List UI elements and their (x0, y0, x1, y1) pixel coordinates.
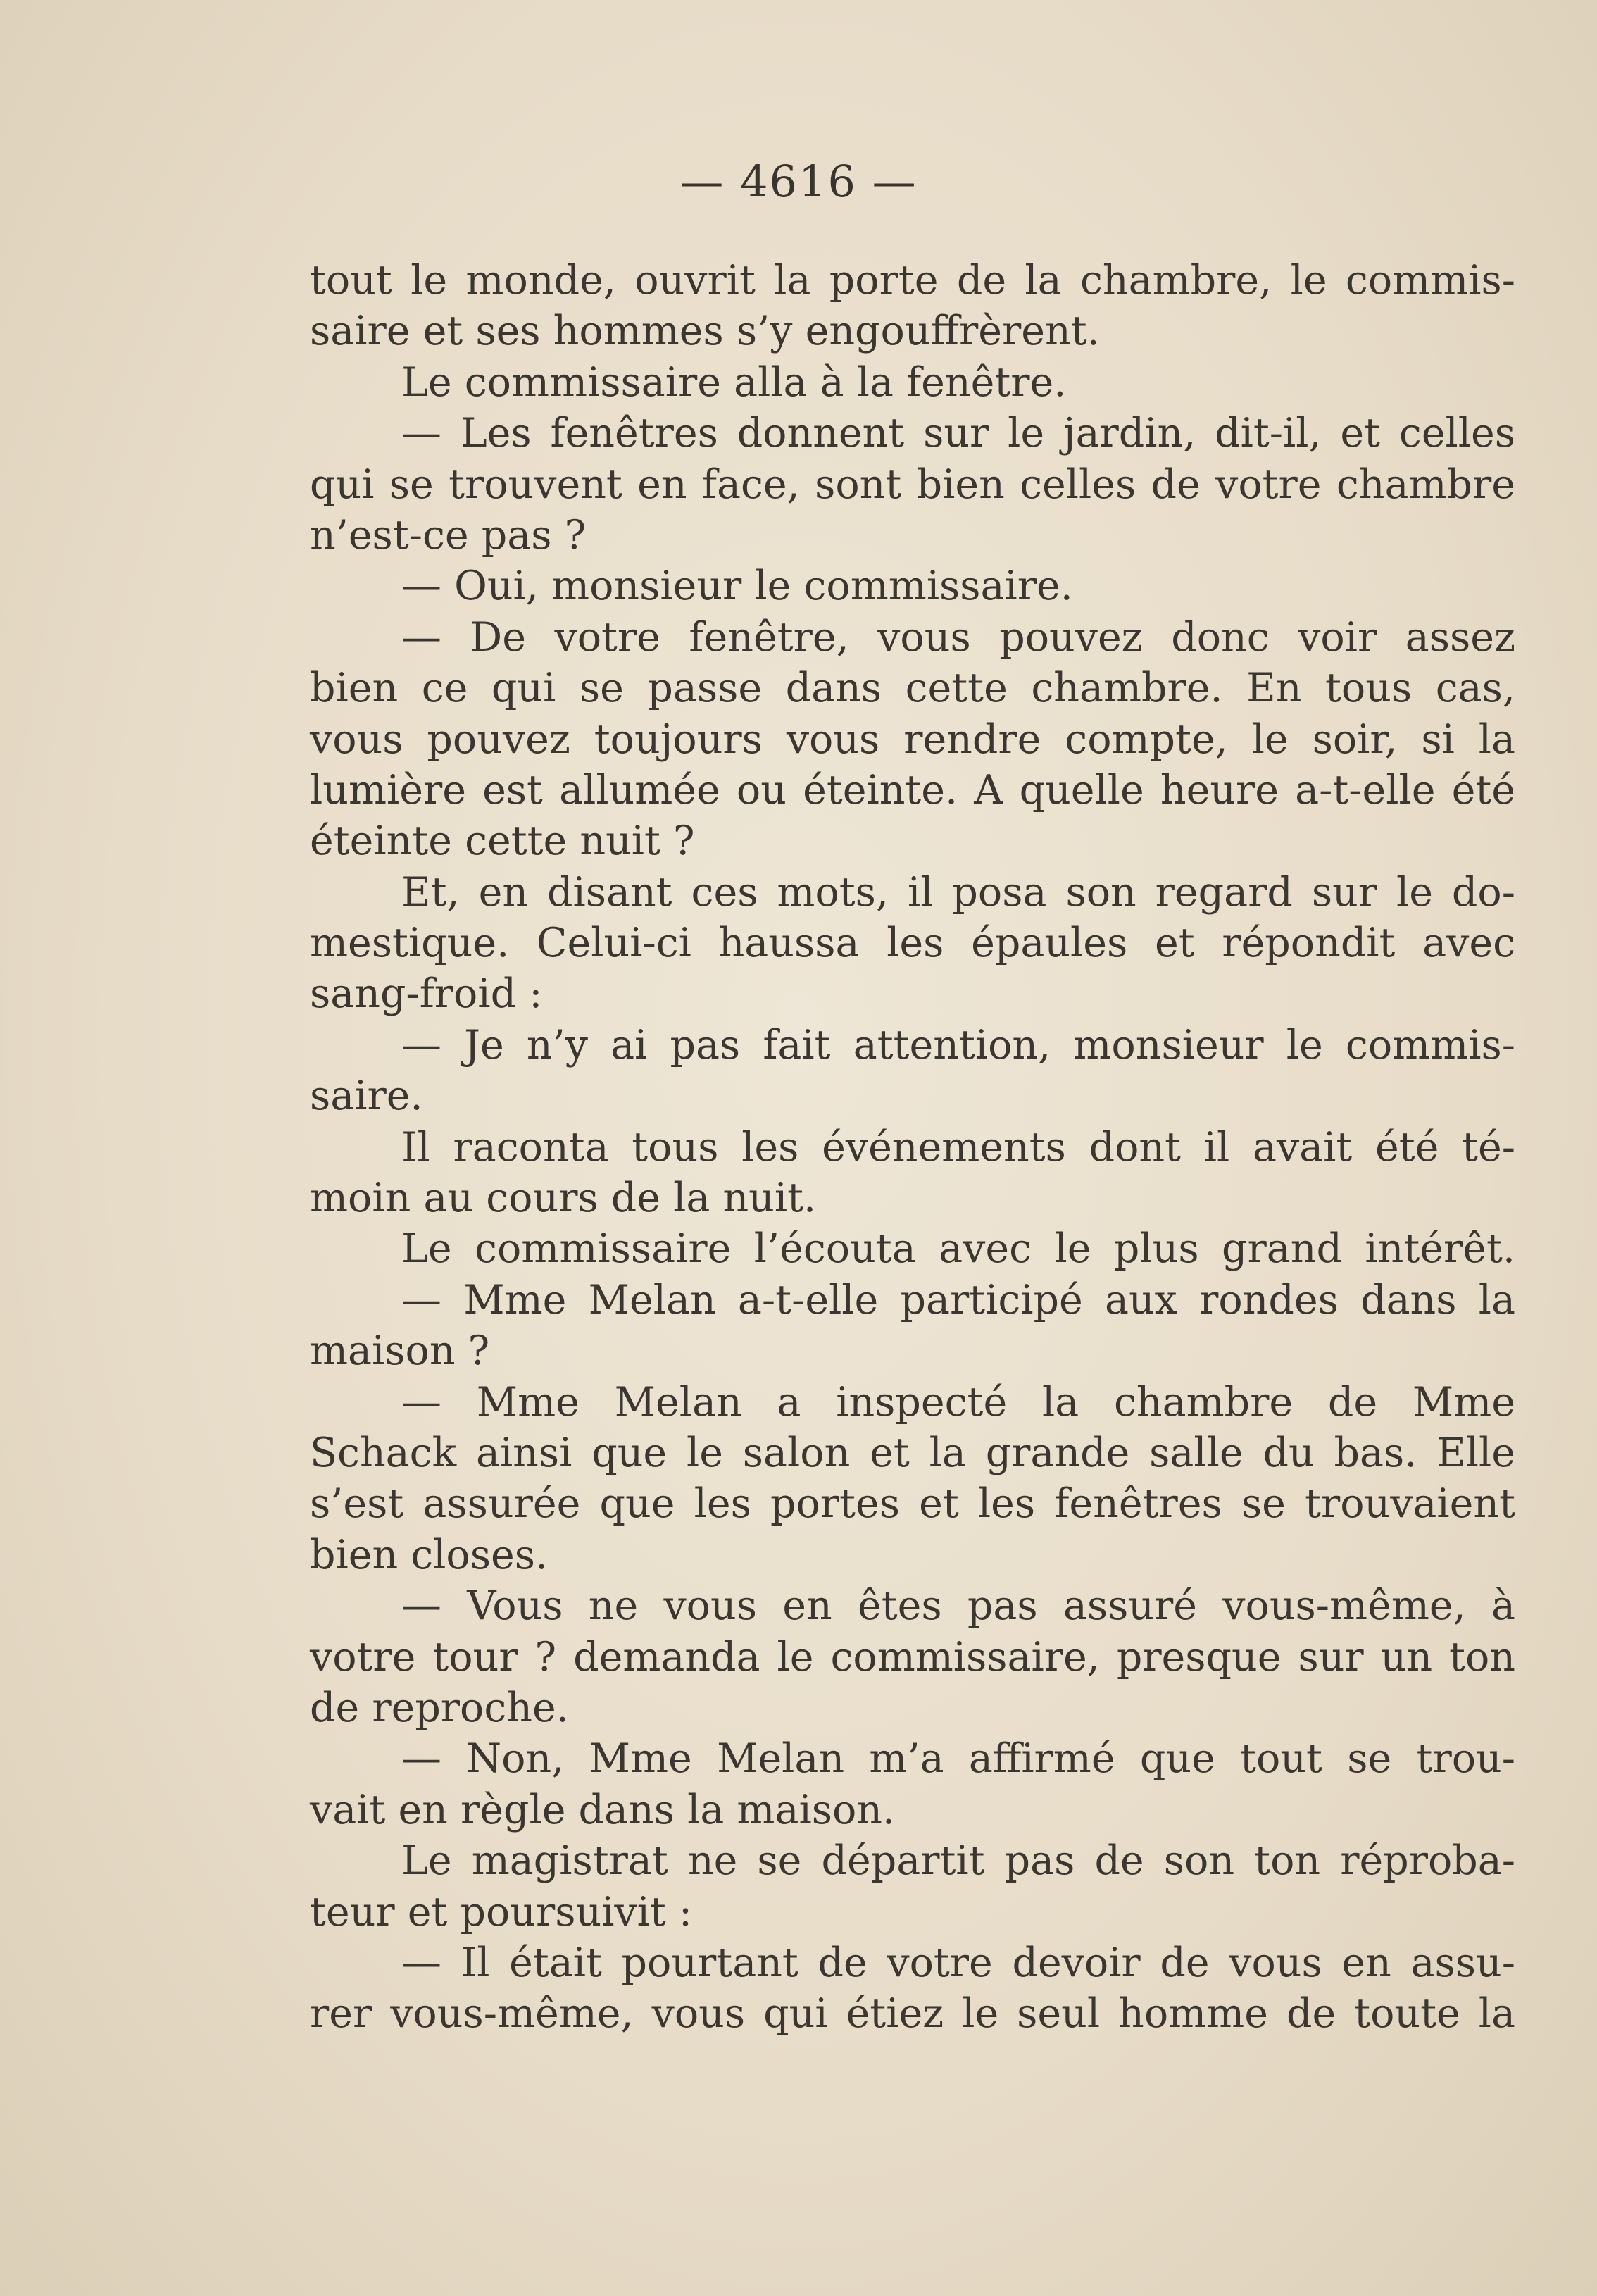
text-line: — Non, Mme Melan m’a affirmé que tout se trou- (401, 1735, 1515, 1783)
text-line: Le magistrat ne se départit pas de son ton réproba- (401, 1838, 1515, 1885)
text-line: maison ? (310, 1328, 490, 1375)
text-line: — Mme Melan a inspecté la chambre de Mme (401, 1378, 1515, 1425)
page-number: — 4616 — (679, 156, 918, 207)
text-line: bien ce qui se passe dans cette chambre. En tous cas, (310, 665, 1515, 712)
text-line: Le commissaire alla à la fenêtre. (401, 358, 1067, 406)
text-line: saire. (310, 1073, 423, 1120)
text-line: mestique. Celui-ci haussa les épaules et répondit avec (310, 920, 1515, 967)
text-line: lumière est allumée ou éteinte. A quelle heure a-t-elle été (310, 766, 1515, 813)
text-line: sang-froid : (310, 971, 543, 1018)
text-line: votre tour ? demanda le commissaire, presque sur un ton (310, 1633, 1515, 1680)
text-line: — De votre fenêtre, vous pouvez donc voir assez (401, 613, 1515, 661)
text-line: — Les fenêtres donnent sur le jardin, dit-il, et celles (401, 410, 1515, 457)
text-line: moin au cours de la nuit. (310, 1175, 817, 1222)
text-line: éteinte cette nuit ? (310, 818, 695, 865)
text-line: vous pouvez toujours vous rendre compte, le soir, si la (310, 716, 1515, 763)
body-text (310, 255, 1515, 2040)
text-line: Schack ainsi que le salon et la grande salle du bas. Elle (310, 1429, 1515, 1476)
text-line: Le commissaire l’écouta avec le plus grand intérêt. (401, 1225, 1515, 1273)
text-line: vait en règle dans la maison. (310, 1786, 896, 1833)
text-line: — Il était pourtant de votre devoir de vous en assu- (401, 1939, 1515, 1986)
text-line: teur et poursuivit : (310, 1888, 693, 1935)
text-line: rer vous-même, vous qui étiez le seul homme de toute la (310, 1990, 1515, 2038)
text-line: — Mme Melan a-t-elle participé aux rondes dans la (401, 1276, 1515, 1323)
text-line: s’est assurée que les portes et les fenêtres se trouvaient (310, 1480, 1515, 1528)
text-line: Il raconta tous les événements dont il avait été té- (401, 1123, 1515, 1171)
text-line: — Je n’y ai pas fait attention, monsieur le commis- (401, 1021, 1515, 1068)
text-line: — Oui, monsieur le commissaire. (401, 563, 1073, 610)
text-line: tout le monde, ouvrit la porte de la chambre, le commis- (310, 257, 1515, 304)
text-line: qui se trouvent en face, sont bien celles de votre chambre (310, 461, 1515, 508)
text-line: bien closes. (310, 1531, 549, 1578)
text-line: Et, en disant ces mots, il posa son regard sur le do- (401, 868, 1515, 916)
text-line: n’est-ce pas ? (310, 511, 587, 559)
text-line: saire et ses hommes s’y engouffrèrent. (310, 308, 1100, 355)
text-line: de reproche. (310, 1684, 569, 1731)
text-line: — Vous ne vous en êtes pas assuré vous-même, à (401, 1583, 1515, 1630)
